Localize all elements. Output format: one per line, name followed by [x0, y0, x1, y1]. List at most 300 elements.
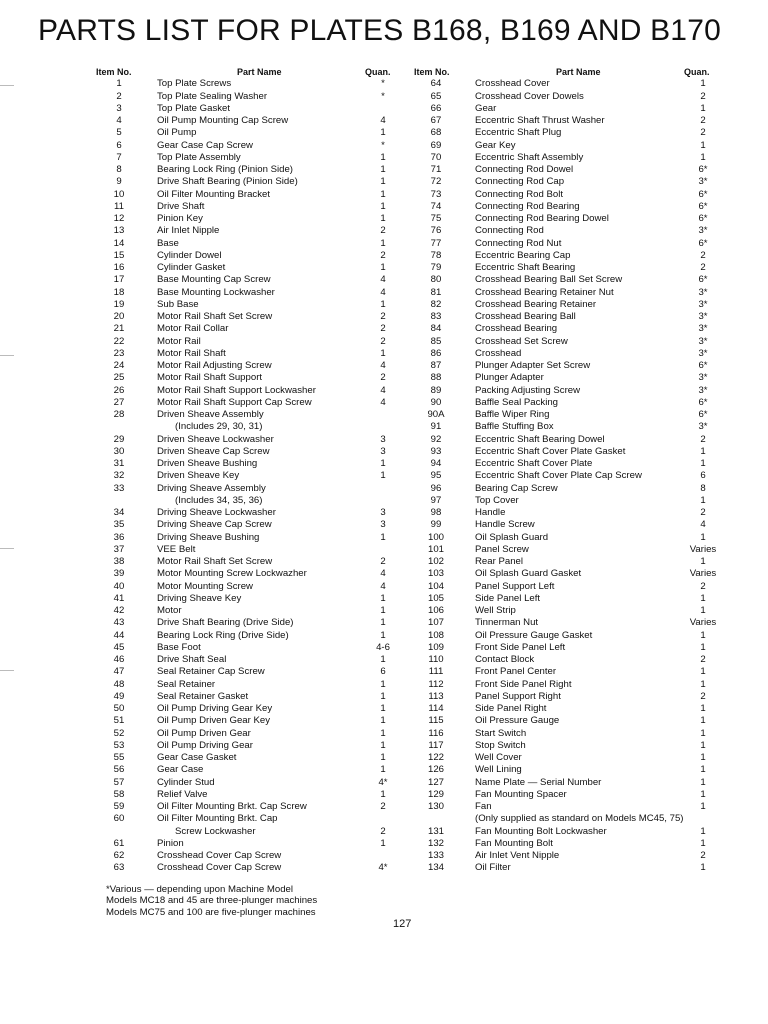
part-name: Top Plate Screws	[157, 78, 232, 90]
table-row	[400, 115, 768, 127]
item-number: 59	[113, 801, 125, 813]
item-number: 35	[113, 519, 125, 531]
item-number: 38	[113, 556, 125, 568]
part-name: Eccentric Shaft Cover Plate	[475, 458, 593, 470]
item-number: 26	[113, 384, 125, 396]
table-row	[0, 703, 400, 715]
table-row	[400, 470, 768, 482]
quantity: 1	[380, 739, 386, 751]
part-name: Front Side Panel Left	[475, 641, 566, 653]
part-name: Well Lining	[475, 764, 522, 776]
part-name: Driven Sheave Assembly	[157, 409, 264, 421]
part-name: Crosshead Cover Dowels	[475, 90, 584, 102]
table-row	[0, 740, 400, 752]
header-quantity: Quan.	[365, 67, 391, 77]
quantity: 1	[700, 445, 706, 457]
quantity: 1	[380, 788, 386, 800]
table-row	[400, 801, 768, 813]
table-row	[0, 299, 400, 311]
table-row	[400, 287, 768, 299]
quantity: 1	[700, 531, 706, 543]
quantity: 1	[380, 605, 386, 617]
table-row	[0, 691, 400, 703]
item-number: 96	[430, 482, 442, 494]
item-number: 90	[430, 396, 442, 408]
part-name: Drive Shaft	[157, 200, 205, 212]
quantity: 3*	[698, 421, 708, 433]
table-row	[0, 201, 400, 213]
part-name: Oil Splash Guard	[475, 531, 549, 543]
item-number: 75	[430, 213, 442, 225]
table-row	[400, 654, 768, 666]
quantity: 1	[700, 801, 706, 813]
quantity: 4	[380, 115, 386, 127]
table-row	[400, 532, 768, 544]
table-row	[400, 274, 768, 286]
item-number: 17	[113, 274, 125, 286]
quantity: 2	[380, 311, 386, 323]
quantity: 2	[380, 556, 386, 568]
quantity: 6*	[698, 360, 708, 372]
part-name: (Includes 29, 30, 31)	[175, 421, 263, 433]
quantity: 2	[380, 825, 386, 837]
item-number: 50	[113, 703, 125, 715]
table-row	[400, 740, 768, 752]
quantity: 1	[700, 151, 706, 163]
part-name: Air Inlet Nipple	[157, 225, 220, 237]
part-name: Motor Rail Shaft Support Cap Screw	[157, 396, 312, 408]
table-row	[0, 446, 400, 458]
part-name: Driving Sheave Bushing	[157, 531, 260, 543]
item-number: 2	[116, 90, 122, 102]
quantity: 3*	[698, 225, 708, 237]
item-number: 58	[113, 788, 125, 800]
part-name: Pinion	[157, 837, 184, 849]
part-name: Motor Rail Shaft Set Screw	[157, 311, 273, 323]
part-name: Motor Mounting Screw	[157, 580, 253, 592]
quantity: 1	[700, 788, 706, 800]
part-name: Fan	[475, 801, 492, 813]
quantity: 1	[380, 347, 386, 359]
item-number: 85	[430, 335, 442, 347]
item-number: 91	[430, 421, 442, 433]
table-row	[0, 605, 400, 617]
table-row	[400, 495, 768, 507]
item-number: 49	[113, 690, 125, 702]
table-row	[0, 519, 400, 531]
quantity: 1	[380, 188, 386, 200]
quantity: 6*	[698, 188, 708, 200]
part-name: Crosshead Bearing	[475, 323, 558, 335]
quantity: 4	[380, 274, 386, 286]
item-number: 69	[430, 139, 442, 151]
table-row	[400, 764, 768, 776]
table-row	[400, 409, 768, 421]
quantity: *	[381, 78, 385, 90]
table-row	[400, 434, 768, 446]
table-row	[0, 360, 400, 372]
part-name: Crosshead Bearing Ball Set Screw	[475, 274, 623, 286]
part-name: Eccentric Bearing Cap	[475, 249, 571, 261]
quantity: Varies	[689, 568, 717, 580]
quantity: 4	[380, 580, 386, 592]
quantity: *	[381, 139, 385, 151]
quantity: 3*	[698, 384, 708, 396]
scan-edge-mark	[0, 670, 14, 671]
quantity: 1	[380, 262, 386, 274]
table-row	[0, 752, 400, 764]
item-number: 37	[113, 543, 125, 555]
item-number: 33	[113, 482, 125, 494]
table-row	[400, 299, 768, 311]
part-name: Top Plate Sealing Washer	[157, 90, 268, 102]
quantity: 1	[380, 678, 386, 690]
table-row	[400, 360, 768, 372]
item-number: 64	[430, 78, 442, 90]
table-row	[400, 666, 768, 678]
quantity: 1	[380, 213, 386, 225]
item-number: 90A	[427, 409, 445, 421]
part-name: Bearing Lock Ring (Pinion Side)	[157, 164, 293, 176]
table-row	[0, 838, 400, 850]
part-name: Oil Splash Guard Gasket	[475, 568, 582, 580]
item-number: 18	[113, 286, 125, 298]
table-row	[400, 556, 768, 568]
table-row	[0, 434, 400, 446]
part-name: Front Side Panel Right	[475, 678, 572, 690]
part-name: Connecting Rod Bearing Dowel	[475, 213, 609, 225]
table-row	[400, 850, 768, 862]
quantity: 4	[380, 384, 386, 396]
table-row	[0, 470, 400, 482]
quantity: 8	[700, 482, 706, 494]
part-name: Oil Pressure Gauge	[475, 715, 560, 727]
table-row	[400, 483, 768, 495]
part-name: Base Mounting Cap Screw	[157, 274, 271, 286]
quantity: 3	[380, 433, 386, 445]
table-row	[400, 311, 768, 323]
table-row	[400, 691, 768, 703]
quantity: 3*	[698, 323, 708, 335]
item-number: 104	[427, 580, 444, 592]
table-row	[0, 78, 400, 90]
table-row	[400, 826, 768, 838]
item-number: 102	[427, 556, 444, 568]
quantity: 1	[380, 752, 386, 764]
quantity: 2	[380, 323, 386, 335]
part-name: Oil Pump	[157, 127, 197, 139]
part-name: Gear Case Cap Screw	[157, 139, 253, 151]
part-name: Cylinder Gasket	[157, 262, 226, 274]
item-number: 86	[430, 347, 442, 359]
part-name: Connecting Rod Bolt	[475, 188, 563, 200]
part-name: Motor Rail	[157, 335, 201, 347]
table-row	[400, 385, 768, 397]
header-part-name: Part Name	[556, 67, 601, 77]
part-name: Side Panel Left	[475, 592, 541, 604]
item-number: 74	[430, 200, 442, 212]
quantity: 1	[380, 237, 386, 249]
quantity: 3*	[698, 372, 708, 384]
quantity: 1	[700, 715, 706, 727]
part-name: Screw Lockwasher	[175, 825, 256, 837]
part-name: Driven Sheave Key	[157, 470, 240, 482]
quantity: 3	[380, 507, 386, 519]
quantity: 4	[380, 396, 386, 408]
table-row	[0, 801, 400, 813]
part-name: Crosshead Cover	[475, 78, 550, 90]
quantity: Varies	[689, 617, 717, 629]
item-number: 94	[430, 458, 442, 470]
item-number: 83	[430, 311, 442, 323]
part-name: Motor Mounting Screw Lockwazher	[157, 568, 307, 580]
quantity: 6*	[698, 409, 708, 421]
table-row	[400, 397, 768, 409]
item-number: 70	[430, 151, 442, 163]
quantity: 6*	[698, 200, 708, 212]
part-name: Drive Shaft Bearing (Pinion Side)	[157, 176, 298, 188]
table-row	[0, 813, 400, 825]
part-name: Top Cover	[475, 494, 519, 506]
part-name: Gear Case Gasket	[157, 752, 237, 764]
quantity: 4	[380, 286, 386, 298]
item-number: 129	[427, 788, 444, 800]
part-name: Baffle Wiper Ring	[475, 409, 550, 421]
quantity: 6*	[698, 237, 708, 249]
table-row	[400, 421, 768, 433]
item-number: 10	[113, 188, 125, 200]
item-number: 62	[113, 850, 125, 862]
item-number: 6	[116, 139, 122, 151]
table-row	[0, 850, 400, 862]
quantity: 1	[700, 139, 706, 151]
item-number: 25	[113, 372, 125, 384]
table-row	[0, 617, 400, 629]
item-number: 60	[113, 813, 125, 825]
quantity: 2	[700, 507, 706, 519]
quantity: 1	[700, 629, 706, 641]
item-number: 16	[113, 262, 125, 274]
quantity: 3	[380, 519, 386, 531]
quantity: 2	[700, 249, 706, 261]
table-row	[400, 568, 768, 580]
table-row	[400, 605, 768, 617]
quantity: 1	[700, 666, 706, 678]
item-number: 105	[427, 592, 444, 604]
item-number: 100	[427, 531, 444, 543]
quantity: 2	[700, 262, 706, 274]
table-row	[0, 225, 400, 237]
part-name: Fan Mounting Bolt	[475, 837, 553, 849]
item-number: 67	[430, 115, 442, 127]
table-row	[0, 91, 400, 103]
table-row	[0, 189, 400, 201]
quantity: 2	[380, 372, 386, 384]
part-name: Eccentric Shaft Cover Plate Gasket	[475, 445, 626, 457]
item-number: 72	[430, 176, 442, 188]
item-number: 113	[428, 690, 444, 702]
quantity: 3*	[698, 335, 708, 347]
quantity: 6*	[698, 164, 708, 176]
item-number: 63	[113, 862, 125, 874]
part-name: Motor Rail Shaft	[157, 347, 226, 359]
table-row	[400, 78, 768, 90]
quantity: 1	[700, 78, 706, 90]
scan-edge-mark	[0, 548, 14, 549]
page-title: PARTS LIST FOR PLATES B168, B169 AND B170	[38, 14, 721, 47]
quantity: 1	[700, 592, 706, 604]
part-name: Crosshead Cover Cap Screw	[157, 862, 282, 874]
table-row	[400, 127, 768, 139]
item-number: 126	[427, 764, 444, 776]
table-row	[0, 397, 400, 409]
table-row	[400, 581, 768, 593]
table-row	[400, 348, 768, 360]
table-row	[0, 666, 400, 678]
part-name: Seal Retainer Cap Screw	[157, 666, 265, 678]
footnote-line: Models MC75 and 100 are five-plunger machines	[106, 906, 316, 918]
quantity: 1	[380, 470, 386, 482]
quantity: 3*	[698, 311, 708, 323]
part-name: Oil Pump Driving Gear	[157, 739, 253, 751]
part-name: Driving Sheave Key	[157, 592, 242, 604]
quantity: 2	[700, 580, 706, 592]
item-number: 61	[113, 837, 125, 849]
quantity: 1	[380, 837, 386, 849]
part-name: Fan Mounting Bolt Lockwasher	[475, 825, 607, 837]
item-number: 43	[113, 617, 125, 629]
table-row	[400, 225, 768, 237]
item-number: 78	[430, 249, 442, 261]
part-name: Name Plate — Serial Number	[475, 776, 602, 788]
quantity: 2	[380, 801, 386, 813]
quantity: 1	[700, 776, 706, 788]
table-row	[0, 348, 400, 360]
table-row	[0, 250, 400, 262]
part-name: Oil Pump Driven Gear Key	[157, 715, 271, 727]
table-row	[0, 409, 400, 421]
table-row	[0, 544, 400, 556]
item-number: 46	[113, 654, 125, 666]
item-number: 20	[113, 311, 125, 323]
table-row	[400, 679, 768, 691]
quantity: 1	[700, 862, 706, 874]
quantity: 6	[380, 666, 386, 678]
table-row	[0, 421, 400, 433]
table-row	[0, 323, 400, 335]
quantity: 3*	[698, 298, 708, 310]
part-name: Crosshead Set Screw	[475, 335, 568, 347]
table-row	[400, 630, 768, 642]
part-name: Packing Adjusting Screw	[475, 384, 581, 396]
table-row	[0, 274, 400, 286]
item-number: 30	[113, 445, 125, 457]
item-number: 12	[113, 213, 125, 225]
table-row	[0, 630, 400, 642]
scan-edge-mark	[0, 355, 14, 356]
table-row	[0, 238, 400, 250]
item-number: 24	[113, 360, 125, 372]
table-row	[400, 164, 768, 176]
quantity: 2	[700, 433, 706, 445]
item-number: 66	[430, 102, 442, 114]
table-row	[0, 140, 400, 152]
item-number: 14	[113, 237, 125, 249]
quantity: 4-6	[376, 641, 390, 653]
table-row	[0, 152, 400, 164]
table-row	[0, 213, 400, 225]
parts-table-left	[0, 66, 400, 875]
quantity: 1	[700, 727, 706, 739]
table-row	[400, 213, 768, 225]
table-row	[400, 813, 768, 825]
quantity: 6*	[698, 396, 708, 408]
item-number: 93	[430, 445, 442, 457]
item-number: 68	[430, 127, 442, 139]
table-row	[0, 728, 400, 740]
quantity: 3*	[698, 286, 708, 298]
part-name: Panel Support Left	[475, 580, 555, 592]
table-row	[400, 323, 768, 335]
quantity: 4	[700, 519, 706, 531]
part-name: Crosshead Bearing Retainer Nut	[475, 286, 614, 298]
part-name: Motor Rail Shaft Support Lockwasher	[157, 384, 316, 396]
table-row	[0, 115, 400, 127]
table-row	[0, 642, 400, 654]
part-name: (Includes 34, 35, 36)	[175, 494, 263, 506]
table-row	[400, 372, 768, 384]
item-number: 1	[116, 78, 122, 90]
part-name: Handle	[475, 507, 506, 519]
quantity: 6	[700, 470, 706, 482]
table-row	[0, 176, 400, 188]
item-number: 133	[427, 850, 444, 862]
part-name: Connecting Rod Cap	[475, 176, 565, 188]
quantity: 1	[700, 641, 706, 653]
item-number: 3	[116, 102, 122, 114]
item-number: 101	[427, 543, 444, 555]
table-row	[400, 446, 768, 458]
item-number: 108	[427, 629, 444, 641]
part-name: Front Panel Center	[475, 666, 557, 678]
quantity: 1	[380, 164, 386, 176]
table-row	[0, 495, 400, 507]
part-name: Motor Rail Collar	[157, 323, 229, 335]
table-row	[0, 483, 400, 495]
quantity: 1	[380, 298, 386, 310]
table-row	[400, 838, 768, 850]
quantity: 1	[700, 752, 706, 764]
part-name: Oil Filter Mounting Brkt. Cap Screw	[157, 801, 307, 813]
part-name: Bearing Lock Ring (Drive Side)	[157, 629, 289, 641]
parts-table-right	[400, 66, 768, 875]
item-number: 89	[430, 384, 442, 396]
part-name: Start Switch	[475, 727, 527, 739]
item-number: 114	[428, 703, 444, 715]
part-name: Eccentric Shaft Cover Plate Cap Screw	[475, 470, 642, 482]
table-row	[400, 862, 768, 874]
quantity: 1	[700, 605, 706, 617]
part-name: Oil Filter	[475, 862, 511, 874]
quantity: 1	[700, 837, 706, 849]
header-item-no: Item No.	[414, 67, 450, 77]
quantity: 1	[380, 715, 386, 727]
quantity: 1	[380, 531, 386, 543]
table-row	[400, 593, 768, 605]
item-number: 48	[113, 678, 125, 690]
table-row	[0, 654, 400, 666]
part-name: Oil Filter Mounting Bracket	[157, 188, 271, 200]
